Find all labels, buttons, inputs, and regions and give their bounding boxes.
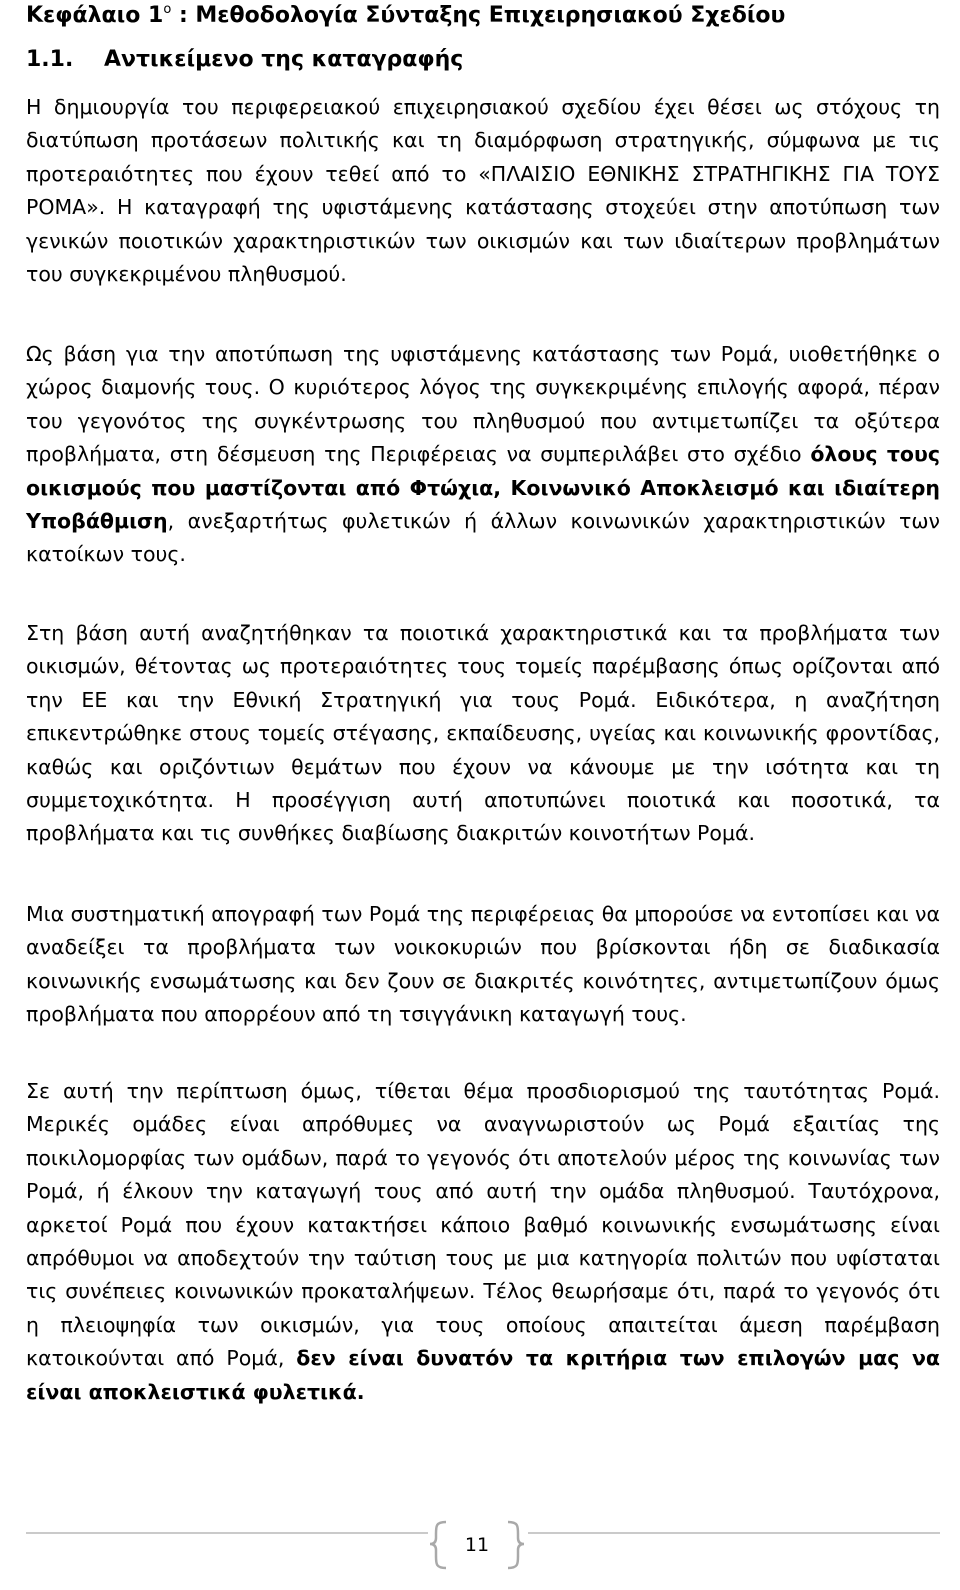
paragraph-5	[26, 1075, 940, 1409]
section-heading	[26, 44, 463, 76]
paragraph-5-emphasis: δεν είναι δυνατόν τα κριτήρια των επιλογών μας να είναι αποκλειστικά φυλετικά.	[26, 1346, 940, 1404]
paragraph-3: Στη βάση αυτή αναζητήθηκαν τα ποιοτικά χαρακτηριστικά και τα προβλήματα των οικισμών, θέτοντας ως προτεραιότητες τους τομείς παρέμβασης όπως ορίζονται από την ΕΕ και την Εθνική Στρατηγική για τους Ρομά. Ειδικότερα, η αναζήτηση επικεντρώθηκε στους τομείς στέγασης, εκπαίδευσης, υγείας και κοινωνικής φροντίδας, καθώς και οριζόντιων θεμάτων που έχουν να κάνουμε με την ισότητα και τη συμμετοχικότητα. Η προσέγγιση αυτή αποτυπώνει ποιοτικά και ποσοτικά, τα προβλήματα και τις συνθήκες διαβίωσης διακριτών κοινοτήτων Ρομά.	[26, 621, 940, 846]
paragraph-4: Μια συστηματική απογραφή των Ρομά της περιφέρειας θα μπορούσε να εντοπίσει και να αναδείξει τα προβλήματα των νοικοκυριών που βρίσκονται ήδη σε διαδικασία κοινωνικής ενσωμάτωσης και δεν ζουν σε διακριτές κοινότητες, αντιμετωπίζουν όμως προβλήματα που απορρέουν από τη τσιγγάνικη καταγωγή τους.	[26, 902, 940, 1027]
chapter-title-superscript: ο	[163, 2, 172, 17]
paragraph-2-emphasis: όλους τους οικισμούς που μαστίζονται από Φτώχια, Κοινωνικό Αποκλεισμό και ιδιαίτερη Υποβάθμιση	[26, 442, 940, 534]
paragraph-2	[26, 338, 940, 572]
paragraph-5-start: Σε αυτή την περίπτωση όμως, τίθεται θέμα προσδιορισμού της ταυτότητας Ρομά. Μερικές ομάδες είναι απρόθυμες να αναγνωριστούν ως Ρομά εξαιτίας της ποικιλομορφίας των ομάδων, παρά το γεγονός ότι αποτελούν μέρος της κοινωνίας των Ρομά, ή έλκουν την καταγωγή τους από αυτή την ομάδα πληθυσμού. Ταυτόχρονα, αρκετοί Ρομά που έχουν κατακτήσει κάποιο βαθμό κοινωνικής ενσωμάτωσης είναι απρόθυμοι να αποδεχτούν την ταύτιση τους με μια κατηγορία πολιτών που υφίσταται τις συνέπειες κοινωνικών προκαταλήψεων. Τέλος θεωρήσαμε ότι, παρά το γεγονός ότι η πλειοψηφία των οικισμών, για τους οποίους απαιτείται άμεση παρέμβαση κατοικούνται από Ρομά,	[26, 1079, 940, 1371]
paragraph-1: Η δημιουργία του περιφερειακού επιχειρησιακού σχεδίου έχει θέσει ως στόχους τη διατύπωση προτάσεων πολιτικής και τη διαμόρφωση στρατηγικής, σύμφωνα με τις προτεραιότητες που έχουν τεθεί από το «ΠΛΑΙΣΙΟ ΕΘΝΙΚΗΣ ΣΤΡΑΤΗΓΙΚΗΣ ΓΙΑ ΤΟΥΣ ΡΟΜΑ». Η καταγραφή της υφιστάμενης κατάστασης στοχεύει στην αποτύπωση των γενικών ποιοτικών χαρακτηριστικών των οικισμών και των ιδιαίτερων προβλημάτων του συγκεκριμένου πληθυσμού.	[26, 95, 940, 287]
paragraph-2-start: Ως βάση για την αποτύπωση της υφιστάμενης κατάστασης των Ρομά, υιοθετήθηκε ο χώρος διαμονής τους. Ο κυριότερος λόγος της συγκεκριμένης επιλογής αφορά, πέραν του γεγονότος της συγκέντρωσης του πληθυσμού που αντιμετωπίζει τα οξύτερα προβλήματα, στη δέσμευση της Περιφέρειας να συμπεριλάβει στο σχέδιο	[26, 342, 940, 467]
chapter-title-rest: : Μεθοδολογία Σύνταξης Επιχειρησιακού Σχεδίου	[178, 3, 786, 28]
page-number: 11	[464, 1534, 490, 1556]
chapter-title-label: Κεφάλαιο 1	[26, 3, 164, 28]
chapter-title	[26, 0, 785, 32]
paragraph-2-end: , ανεξαρτήτως φυλετικών ή άλλων κοινωνικών χαρακτηριστικών των κατοίκων τους.	[26, 509, 940, 567]
page-footer	[0, 1520, 960, 1570]
section-number: 1.1.	[26, 47, 74, 72]
section-title: Αντικείμενο της καταγραφής	[104, 47, 464, 72]
